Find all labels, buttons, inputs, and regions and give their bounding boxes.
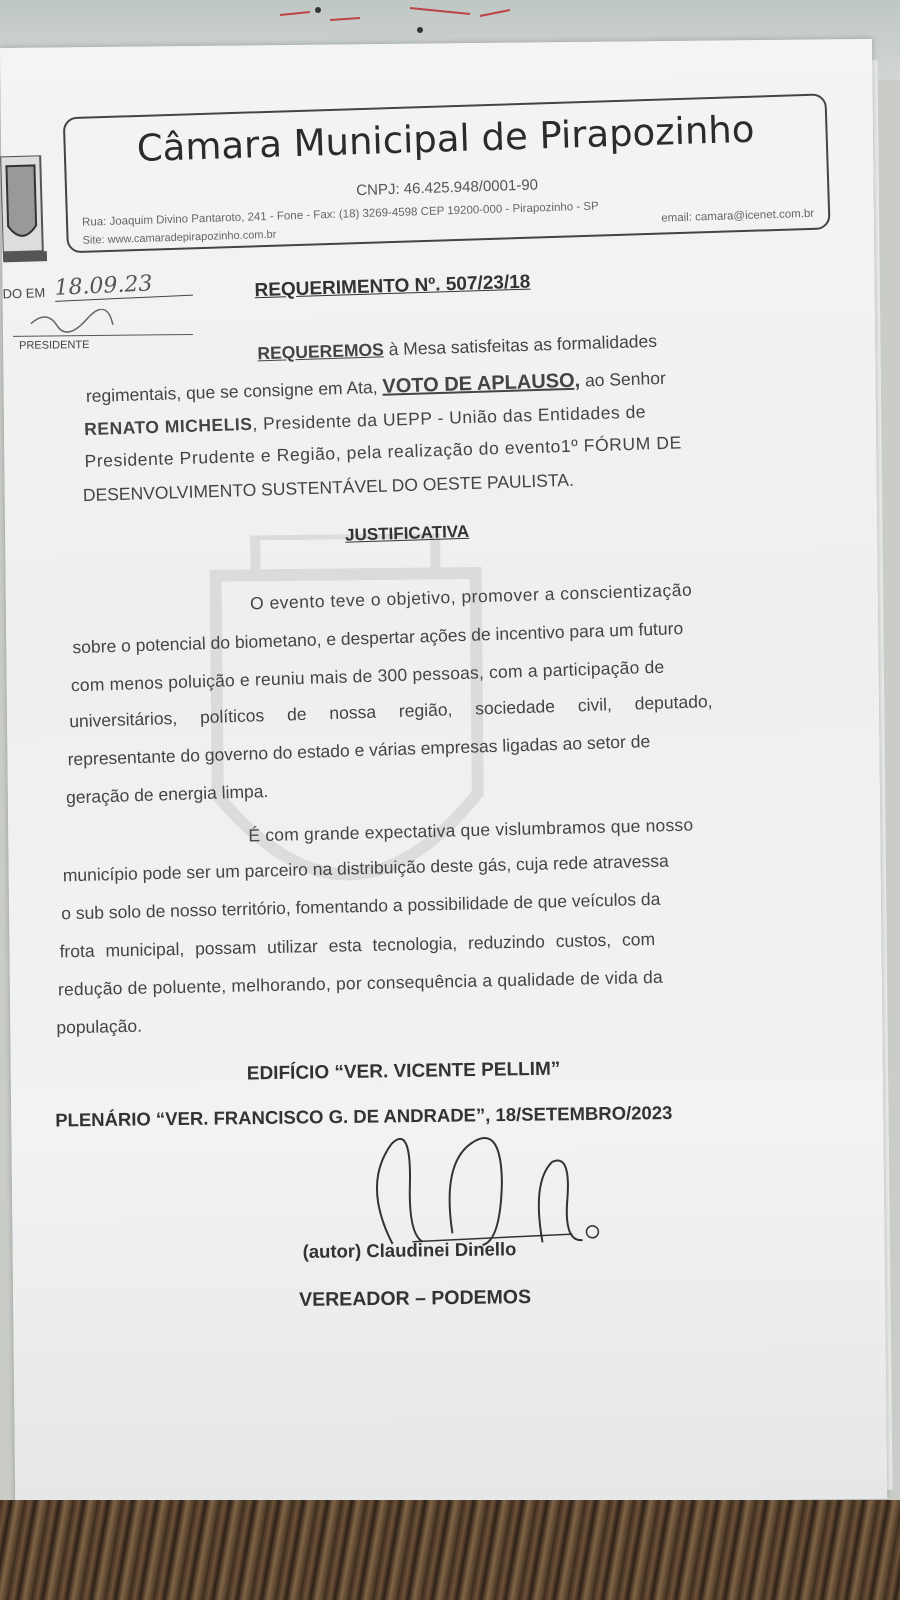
para1-line3-rest: , Presidente da UEPP - União das Entidades de [252, 401, 647, 434]
para2-line: universitários, políticos de nossa região, sociedade civil, deputado, [68, 691, 713, 732]
author-role: VEREADOR – PODEMOS [299, 1286, 532, 1311]
letterhead-site: Site: www.camaradepirapozinho.com.br [82, 228, 277, 247]
handwritten-signature-icon [351, 1122, 612, 1255]
para3-line: redução de poluente, melhorando, por consequência a qualidade de vida da [57, 966, 664, 1000]
letterhead-title: Câmara Municipal de Pirapozinho [136, 107, 756, 171]
para2-line: geração de energia limpa. [65, 780, 269, 808]
letterhead-email: email: camara@icenet.com.br [661, 207, 815, 225]
para1-honoree: RENATO MICHELIS [83, 413, 253, 440]
para1-line5: DESENVOLVIMENTO SUSTENTÁVEL DO OESTE PAULISTA. [82, 469, 575, 506]
desk-surface [0, 1500, 900, 1600]
para1-line1-rest: à Mesa satisfeitas as formalidades [383, 330, 658, 360]
paper-scraps-decoration [270, 0, 530, 42]
para1-line1 [257, 331, 657, 365]
para3-line: É com grande expectativa que vislumbramos que nosso [248, 814, 694, 846]
para2-line: O evento teve o objetivo, promover a conscientização [249, 579, 693, 614]
document-title: REQUERIMENTO Nº. 507/23/18 [254, 271, 531, 302]
letterhead-box [63, 93, 831, 253]
para1-line4: Presidente Prudente e Região, pela realização do evento1º FÓRUM DE [84, 432, 683, 472]
para1-vote: VOTO DE APLAUSO, [382, 369, 581, 398]
approval-initials-signature-icon [27, 309, 117, 336]
para2-line: com menos poluição e reuniu mais de 300 pessoas, com a participação de [70, 656, 665, 696]
para3-line: o sub solo de nosso território, fomentando a possibilidade de que veículos da [60, 888, 661, 924]
para2-line: representante do governo do estado e várias empresas ligadas ao setor de [67, 731, 651, 770]
author-name: (autor) Claudinei Dinello [302, 1238, 517, 1262]
para1-lead: REQUEREMOS [257, 339, 385, 364]
justification-title: JUSTIFICATIVA [344, 521, 470, 545]
letterhead-address: Rua: Joaquim Divino Pantaroto, 241 - Fone - Fax: (18) 3269-4598 CEP 19200-000 - Pirapozinho - SP [81, 200, 599, 229]
municipal-crest-icon [0, 155, 49, 268]
para2-line: sobre o potencial do biometano, e despertar ações de incentivo para um futuro [72, 618, 684, 658]
para1-line2 [86, 367, 667, 408]
letterhead-cnpj: CNPJ: 46.425.948/0001-90 [356, 176, 539, 200]
approval-stamp-date: 18.09.23 [54, 270, 193, 302]
approval-stamp-role: PRESIDENTE [19, 339, 90, 352]
document-page [0, 39, 887, 1508]
para1-line2-pre: regimentais, que se consigne em Ata, [85, 376, 383, 407]
para3-line: frota municipal, possam utilizar esta tecnologia, reduzindo custos, com [59, 928, 656, 962]
building-name: EDIFÍCIO “VER. VICENTE PELLIM” [246, 1058, 561, 1085]
para3-line: município pode ser um parceiro na distribuição deste gás, cuja rede atravessa [62, 850, 669, 886]
approval-stamp-prefix: DO EM [2, 285, 46, 302]
para3-line: população. [56, 1015, 143, 1038]
plenary-date: PLENÁRIO “VER. FRANCISCO G. DE ANDRADE”, 18/SETEMBRO/2023 [55, 1101, 673, 1131]
para1-line2-post: ao Senhor [579, 367, 667, 391]
para1-line3 [84, 401, 646, 440]
